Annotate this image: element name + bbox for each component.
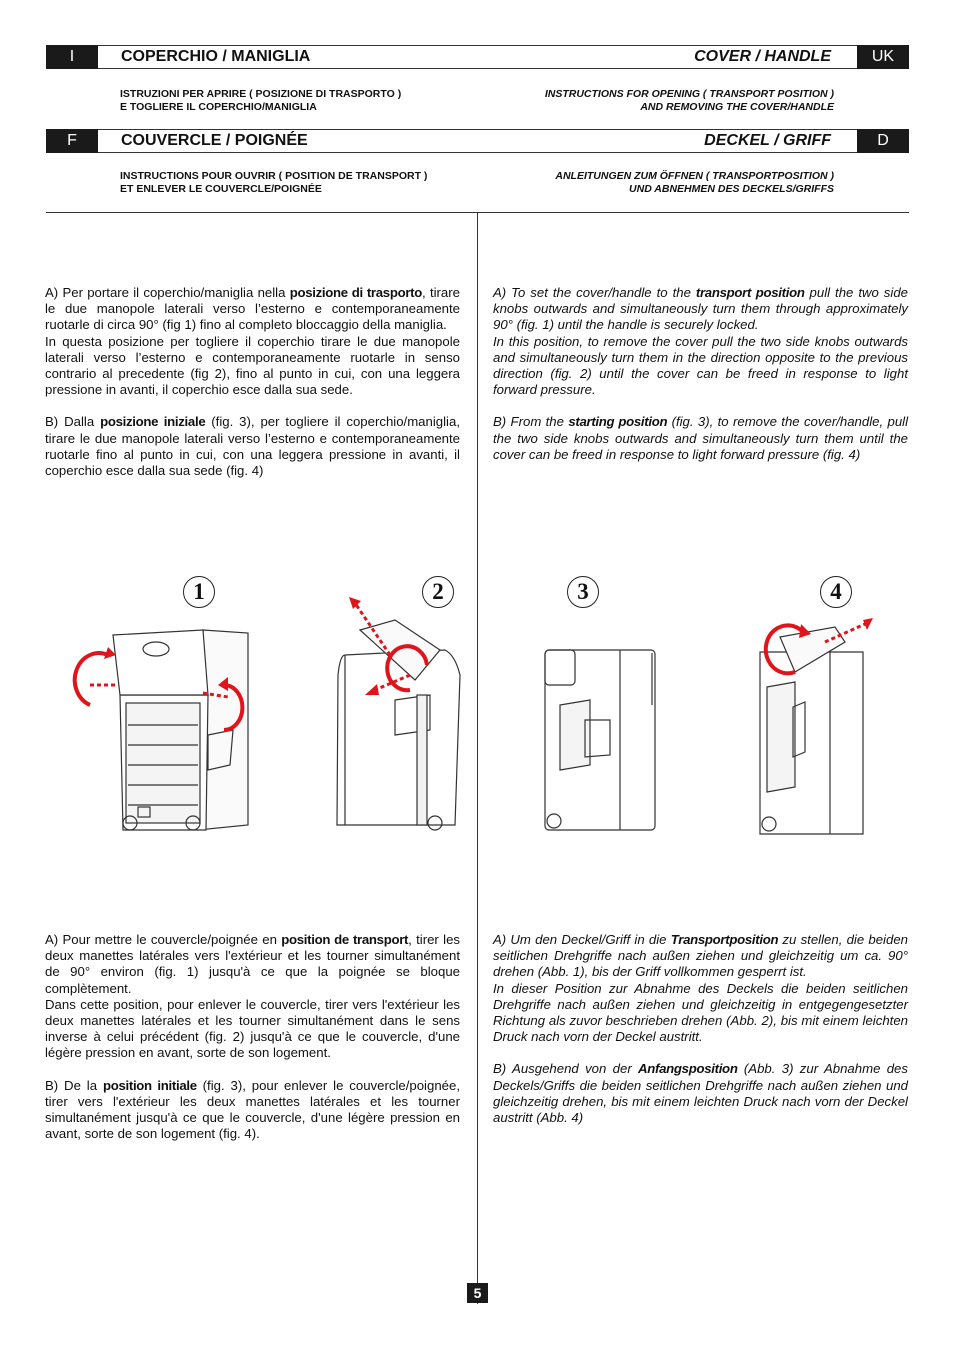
subheading-english: INSTRUCTIONS FOR OPENING ( TRANSPORT POSITION ) AND REMOVING THE COVER/HANDLE	[544, 88, 834, 113]
section-header-cover-handle	[46, 45, 909, 69]
figure-2-speaker-side	[335, 595, 465, 835]
italian-instructions: A) Per portare il coperchio/maniglia nella posizione di trasporto, tirare le due manopole laterali verso l’esterno e contemporaneamente ruotarle di circa 90° (fig 1) fino al completo bloccaggio della maniglia. In questa posizione per togliere il coperchio tirare le due manopole laterali verso l’esterno e contemporaneamente ruotarle in senso contrario al precedente (fig 2), fino al punto in cui, con una leggera pressione in avanti, il coperchio esce dalla sua sede. B) Dalla posizione iniziale (fig. 3), per togliere il coperchio/maniglia, tirare le due manopole laterali verso l’esterno e contemporaneamente ruotarle fino al punto in cui, con una leggera pressione in avanti, il coperchio esce dalla sua sede (fig. 4)	[45, 285, 460, 479]
figure-4-speaker-side	[755, 612, 880, 837]
language-tag-french: F	[46, 129, 98, 153]
french-instructions: A) Pour mettre le couvercle/poignée en position de transport, tirer les deux manettes latérales vers l'extérieur et les tourner simultanément de 90° environ (fig. 1) jusqu'à ce que la poignée se bloque complètement. Dans cette position, pour enlever le couvercle, tirer vers l'extérieur les deux manettes latérales et les tourner simultanément dans le sens inverse à celui précédent (fig. 2) jusqu'à ce que le couvercle, d'une légère pression en avant, sorte de son logement. B) De la position initiale (fig. 3), pour enlever le couvercle/poignée, tirer vers l'extérieur les deux manettes latérales et les tourner simultanément jusqu'à ce que le couvercle, d'une légère pression en avant, sorte de son logement (fig. 4).	[45, 932, 460, 1142]
section-header-deckel-griff	[46, 129, 909, 153]
subheading-french: INSTRUCTIONS POUR OUVRIR ( POSITION DE TRANSPORT ) ET ENLEVER LE COUVERCLE/POIGNÉE	[120, 170, 428, 195]
subheading-german: ANLEITUNGEN ZUM ÖFFNEN ( TRANSPORTPOSITION ) UND ABNEHMEN DES DECKELS/GRIFFS	[555, 170, 834, 195]
heading-english: COVER / HANDLE	[694, 48, 831, 65]
column-divider	[477, 212, 478, 1304]
language-tag-english: UK	[857, 45, 909, 69]
heading-german: DECKEL / GRIFF	[704, 132, 831, 149]
figure-number-1: 1	[183, 576, 215, 608]
language-tag-german: D	[857, 129, 909, 153]
figure-3-speaker-side	[540, 645, 665, 835]
figure-number-3: 3	[567, 576, 599, 608]
page-number: 5	[467, 1283, 488, 1303]
english-instructions: A) To set the cover/handle to the transport position pull the two side knobs outwards and simultaneously turn them through approximately 90° (fig. 1) until the handle is securely locked. In this position, to remove the cover pull the two side knobs outwards and simultaneously turn them in the direction opposite to the previous direction (fig. 2) until the cover can be freed in response to light forward pressure. B) From the starting position (fig. 3), to remove the cover/handle, pull the two side knobs outwards and simultaneously turn them until the cover can be freed in response to light forward pressure (fig. 4)	[493, 285, 909, 462]
subheading-italian: ISTRUZIONI PER APRIRE ( POSIZIONE DI TRASPORTO ) E TOGLIERE IL COPERCHIO/MANIGLIA	[120, 88, 402, 113]
heading-italian: COPERCHIO / MANIGLIA	[121, 48, 311, 65]
heading-french: COUVERCLE / POIGNÉE	[121, 132, 308, 149]
figure-number-4: 4	[820, 576, 852, 608]
german-instructions: A) Um den Deckel/Griff in die Transportposition zu stellen, die beiden seitlichen Drehgriffe nach außen ziehen und gleichzeitig um ca. 90° drehen (Abb. 1), bis der Griff vollkommen gesperrt ist. In dieser Position zur Abnahme des Deckels die beiden seitlichen Drehgriffe nach außen ziehen und gleichzeitig in entgegengesetzter Richtung als zuvor beschrieben drehen (Abb. 2), bis mit einem leichten Druck nach vorn der Deckel austritt. B) Ausgehend von der Anfangsposition (Abb. 3) zur Abnahme des Deckels/Griffs die beiden seitlichen Drehgriffe nach außen ziehen und gleichzeitig drehen, bis mit einem leichten Druck nach vorn der Deckel austritt (Abb. 4)	[493, 932, 908, 1126]
figure-1-speaker-front	[68, 625, 258, 840]
figure-number-2: 2	[422, 576, 454, 608]
language-tag-italian: I	[46, 45, 98, 69]
